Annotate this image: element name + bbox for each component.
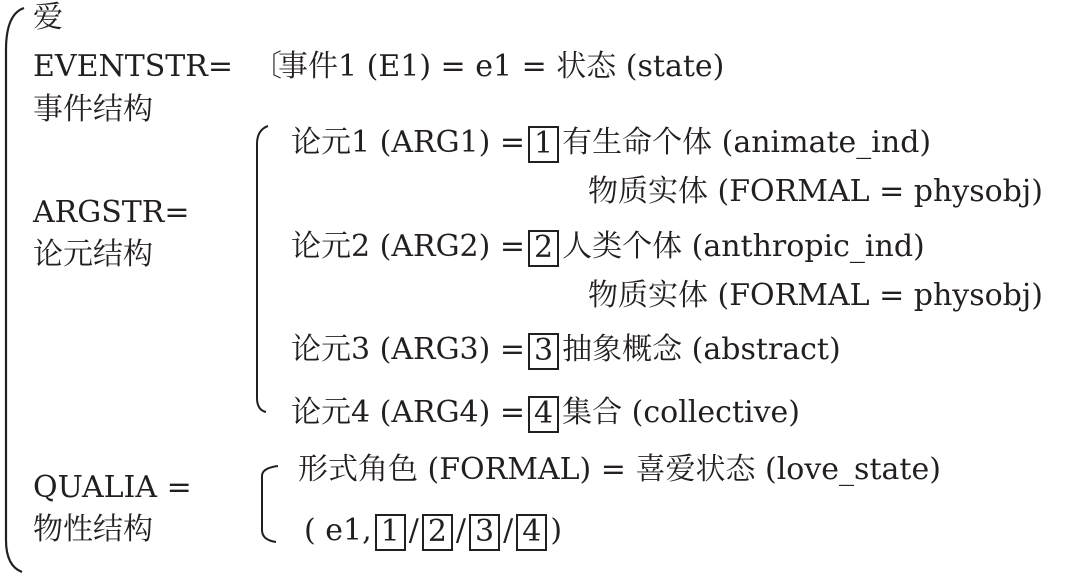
qualia-formal-role: 形式角色 (FORMAL) = 喜爱状态 (love_state) bbox=[298, 452, 941, 487]
arg1-prefix: 论元1 (ARG1) = bbox=[291, 125, 526, 160]
arg4-row bbox=[291, 395, 800, 432]
arg4-type: 集合 (collective) bbox=[562, 395, 801, 430]
tuple-item-2: 2 bbox=[422, 514, 453, 551]
arg2-row bbox=[291, 229, 925, 266]
tuple-item-3: 3 bbox=[469, 514, 500, 551]
arg1-type: 有生命个体 (animate_ind) bbox=[562, 125, 932, 160]
tuple-separator: / bbox=[455, 513, 467, 548]
arg3-index-box: 3 bbox=[528, 333, 559, 370]
qualia-tuple bbox=[304, 513, 562, 550]
outer-bracket bbox=[6, 8, 24, 572]
eventstr-content: 事件1 (E1) = e1 = 状态 (state) bbox=[278, 49, 725, 84]
arg1-index-box: 1 bbox=[528, 126, 559, 163]
eventstr-bracket: 〔 bbox=[252, 49, 282, 84]
tuple-separator: / bbox=[503, 513, 514, 548]
qualia-bracket bbox=[262, 466, 278, 542]
arg2-prefix: 论元2 (ARG2) = bbox=[291, 229, 526, 264]
arg3-type: 抽象概念 (abstract) bbox=[562, 332, 841, 367]
arg2-index-box: 2 bbox=[528, 230, 559, 267]
argstr-bracket bbox=[257, 126, 268, 412]
arg4-index-box: 4 bbox=[528, 396, 559, 433]
arg3-prefix: 论元3 (ARG3) = bbox=[291, 332, 526, 367]
tuple-close: ) bbox=[550, 513, 563, 548]
eventstr-label-cn: 事件结构 bbox=[33, 92, 153, 127]
arg2-formal: 物质实体 (FORMAL = physobj) bbox=[588, 278, 1043, 313]
head-word: 爱 bbox=[33, 0, 63, 35]
tuple-open: ( e1, bbox=[304, 513, 372, 548]
arg1-formal: 物质实体 (FORMAL = physobj) bbox=[588, 174, 1043, 209]
qualia-label-cn: 物性结构 bbox=[33, 512, 153, 547]
tuple-separator: / bbox=[408, 513, 419, 548]
qualia-label: QUALIA = bbox=[33, 470, 192, 505]
arg4-prefix: 论元4 (ARG4) = bbox=[291, 395, 526, 430]
eventstr-label: EVENTSTR= bbox=[33, 49, 234, 84]
arg1-row bbox=[291, 125, 931, 162]
tuple-item-4: 4 bbox=[516, 514, 547, 551]
arg2-type: 人类个体 (anthropic_ind) bbox=[562, 229, 925, 264]
arg3-row bbox=[291, 332, 841, 369]
argstr-label-cn: 论元结构 bbox=[33, 237, 153, 272]
tuple-item-1: 1 bbox=[375, 514, 406, 551]
argstr-label: ARGSTR= bbox=[33, 195, 190, 230]
